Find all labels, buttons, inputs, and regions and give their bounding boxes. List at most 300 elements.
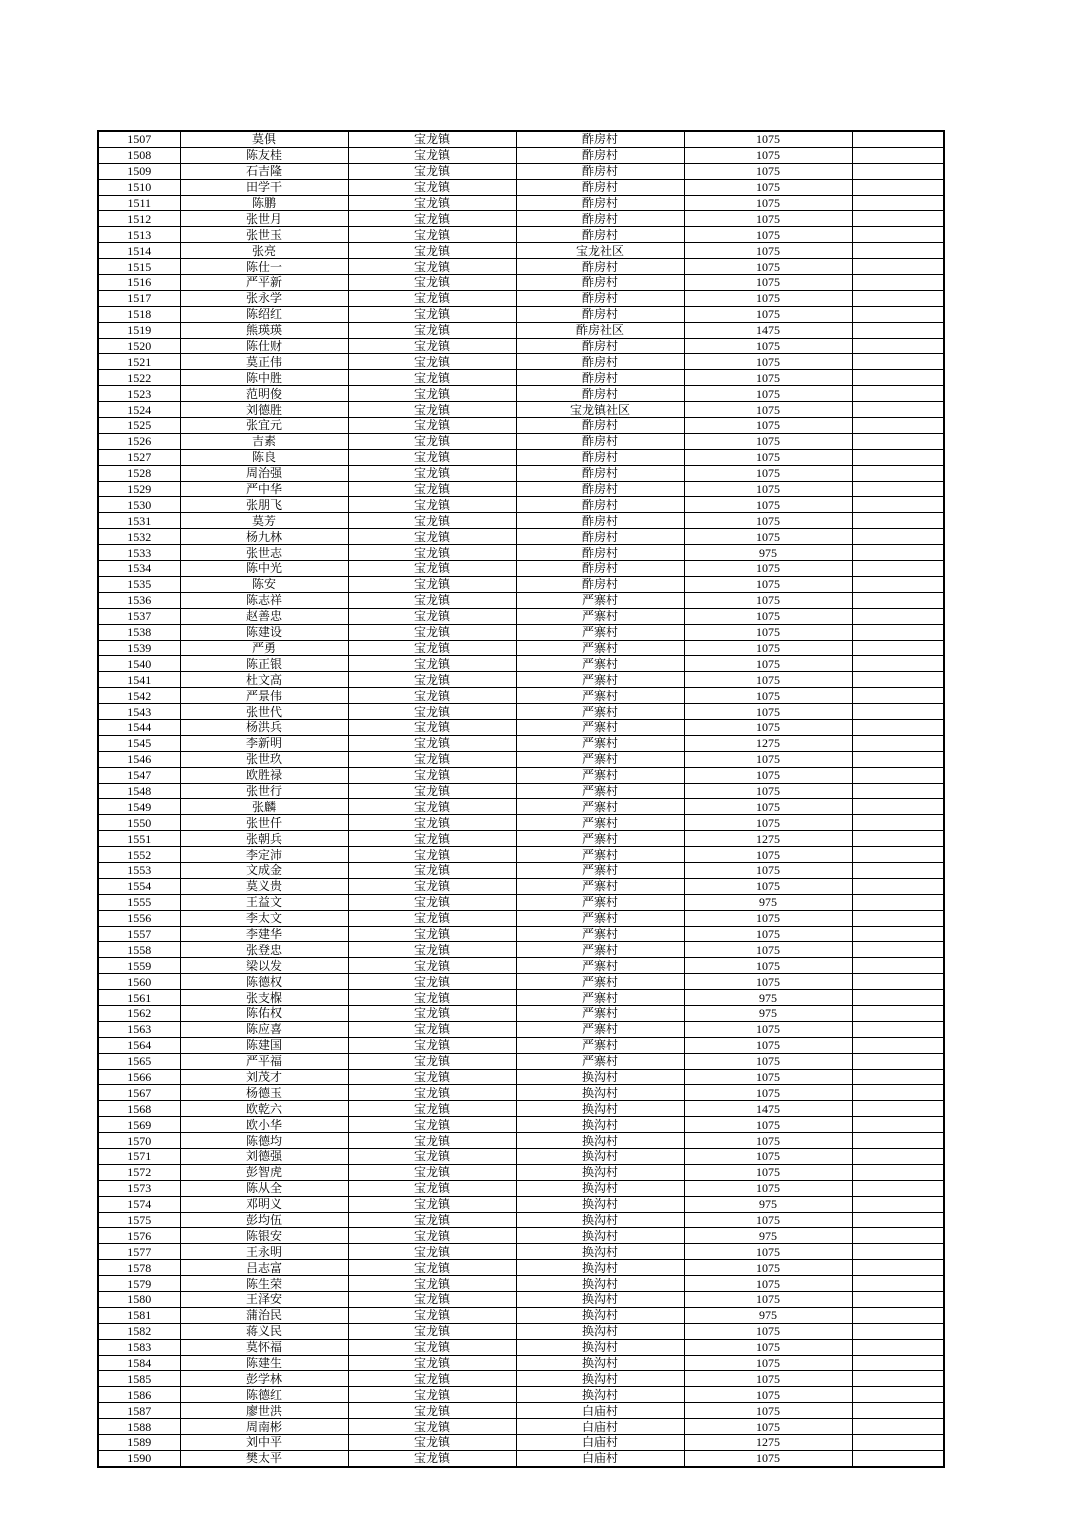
amount-cell: 1075: [684, 783, 852, 799]
table-row: [98, 1323, 944, 1339]
town-cell: 宝龙镇: [348, 1435, 516, 1451]
remark-cell: [852, 370, 944, 386]
amount-cell: 1075: [684, 688, 852, 704]
remark-cell: [852, 1228, 944, 1244]
village-cell: 换沟村: [516, 1180, 684, 1196]
name-cell: 陈生荣: [180, 1276, 348, 1292]
table-row: [98, 783, 944, 799]
name-cell: 严勇: [180, 640, 348, 656]
index-cell: 1512: [98, 211, 180, 227]
remark-cell: [852, 1133, 944, 1149]
name-cell: 严平福: [180, 1053, 348, 1069]
amount-cell: 1075: [684, 211, 852, 227]
remark-cell: [852, 545, 944, 561]
table-row: [98, 497, 944, 513]
town-cell: 宝龙镇: [348, 354, 516, 370]
table-row: [98, 1053, 944, 1069]
remark-cell: [852, 1292, 944, 1308]
table-row: [98, 513, 944, 529]
index-cell: 1527: [98, 449, 180, 465]
remark-cell: [852, 672, 944, 688]
index-cell: 1563: [98, 1021, 180, 1037]
name-cell: 陈仕一: [180, 259, 348, 275]
amount-cell: 1075: [684, 592, 852, 608]
name-cell: 杨九林: [180, 529, 348, 545]
table-row: [98, 767, 944, 783]
village-cell: 白庙村: [516, 1435, 684, 1451]
town-cell: 宝龙镇: [348, 1069, 516, 1085]
remark-cell: [852, 290, 944, 306]
village-cell: 严寨村: [516, 926, 684, 942]
amount-cell: 1475: [684, 322, 852, 338]
amount-cell: 1075: [684, 608, 852, 624]
village-cell: 严寨村: [516, 592, 684, 608]
index-cell: 1585: [98, 1371, 180, 1387]
table-row: [98, 704, 944, 720]
village-cell: 严寨村: [516, 894, 684, 910]
name-cell: 张宜元: [180, 418, 348, 434]
name-cell: 熊瑛瑛: [180, 322, 348, 338]
index-cell: 1507: [98, 131, 180, 147]
index-cell: 1511: [98, 195, 180, 211]
town-cell: 宝龙镇: [348, 672, 516, 688]
table-row: [98, 1180, 944, 1196]
name-cell: 李新明: [180, 735, 348, 751]
town-cell: 宝龙镇: [348, 1212, 516, 1228]
amount-cell: 1075: [684, 147, 852, 163]
town-cell: 宝龙镇: [348, 259, 516, 275]
name-cell: 彭学林: [180, 1371, 348, 1387]
town-cell: 宝龙镇: [348, 513, 516, 529]
remark-cell: [852, 529, 944, 545]
table-row: [98, 1164, 944, 1180]
village-cell: 严寨村: [516, 847, 684, 863]
amount-cell: 1075: [684, 433, 852, 449]
amount-cell: 1075: [684, 529, 852, 545]
index-cell: 1579: [98, 1276, 180, 1292]
name-cell: 陈友桂: [180, 147, 348, 163]
village-cell: 换沟村: [516, 1387, 684, 1403]
town-cell: 宝龙镇: [348, 719, 516, 735]
table-row: [98, 735, 944, 751]
amount-cell: 1075: [684, 862, 852, 878]
amount-cell: 1075: [684, 418, 852, 434]
index-cell: 1569: [98, 1117, 180, 1133]
town-cell: 宝龙镇: [348, 910, 516, 926]
remark-cell: [852, 259, 944, 275]
village-cell: 酢房村: [516, 227, 684, 243]
village-cell: 换沟村: [516, 1212, 684, 1228]
remark-cell: [852, 783, 944, 799]
name-cell: 陈绍红: [180, 306, 348, 322]
village-cell: 酢房村: [516, 433, 684, 449]
remark-cell: [852, 1196, 944, 1212]
remark-cell: [852, 227, 944, 243]
remark-cell: [852, 608, 944, 624]
index-cell: 1589: [98, 1435, 180, 1451]
name-cell: 刘德强: [180, 1149, 348, 1165]
town-cell: 宝龙镇: [348, 386, 516, 402]
table-row: [98, 1339, 944, 1355]
amount-cell: 1075: [684, 465, 852, 481]
index-cell: 1531: [98, 513, 180, 529]
amount-cell: 1075: [684, 1133, 852, 1149]
table-body: [98, 131, 944, 1467]
amount-cell: 1075: [684, 751, 852, 767]
amount-cell: 1075: [684, 576, 852, 592]
town-cell: 宝龙镇: [348, 1021, 516, 1037]
table-row: [98, 608, 944, 624]
remark-cell: [852, 878, 944, 894]
amount-cell: 1075: [684, 227, 852, 243]
village-cell: 严寨村: [516, 640, 684, 656]
name-cell: 莫芳: [180, 513, 348, 529]
remark-cell: [852, 576, 944, 592]
table-row: [98, 322, 944, 338]
amount-cell: 1075: [684, 1387, 852, 1403]
remark-cell: [852, 751, 944, 767]
remark-cell: [852, 1005, 944, 1021]
village-cell: 酢房村: [516, 163, 684, 179]
table-row: [98, 131, 944, 147]
amount-cell: 1075: [684, 275, 852, 291]
table-row: [98, 1228, 944, 1244]
amount-cell: 1075: [684, 1450, 852, 1466]
village-cell: 酢房村: [516, 211, 684, 227]
remark-cell: [852, 1053, 944, 1069]
village-cell: 酢房村: [516, 338, 684, 354]
table-row: [98, 1355, 944, 1371]
remark-cell: [852, 1037, 944, 1053]
index-cell: 1533: [98, 545, 180, 561]
table-row: [98, 179, 944, 195]
town-cell: 宝龙镇: [348, 862, 516, 878]
table-row: [98, 449, 944, 465]
village-cell: 酢房村: [516, 195, 684, 211]
index-cell: 1575: [98, 1212, 180, 1228]
index-cell: 1523: [98, 386, 180, 402]
amount-cell: 1075: [684, 1403, 852, 1419]
index-cell: 1520: [98, 338, 180, 354]
amount-cell: 1075: [684, 1323, 852, 1339]
town-cell: 宝龙镇: [348, 783, 516, 799]
town-cell: 宝龙镇: [348, 1307, 516, 1323]
amount-cell: 975: [684, 894, 852, 910]
amount-cell: 1075: [684, 1021, 852, 1037]
remark-cell: [852, 815, 944, 831]
village-cell: 酢房村: [516, 147, 684, 163]
name-cell: 莫义贵: [180, 878, 348, 894]
town-cell: 宝龙镇: [348, 131, 516, 147]
remark-cell: [852, 1149, 944, 1165]
amount-cell: 1075: [684, 402, 852, 418]
table-row: [98, 847, 944, 863]
table-row: [98, 402, 944, 418]
remark-cell: [852, 831, 944, 847]
name-cell: 周南彬: [180, 1419, 348, 1435]
town-cell: 宝龙镇: [348, 751, 516, 767]
town-cell: 宝龙镇: [348, 179, 516, 195]
table-row: [98, 147, 944, 163]
table-row: [98, 1435, 944, 1451]
table-row: [98, 433, 944, 449]
name-cell: 李建华: [180, 926, 348, 942]
village-cell: 严寨村: [516, 608, 684, 624]
village-cell: 严寨村: [516, 1005, 684, 1021]
amount-cell: 1075: [684, 513, 852, 529]
table-row: [98, 719, 944, 735]
amount-cell: 1075: [684, 481, 852, 497]
remark-cell: [852, 656, 944, 672]
index-cell: 1565: [98, 1053, 180, 1069]
town-cell: 宝龙镇: [348, 147, 516, 163]
remark-cell: [852, 990, 944, 1006]
amount-cell: 1075: [684, 640, 852, 656]
index-cell: 1519: [98, 322, 180, 338]
table-row: [98, 640, 944, 656]
town-cell: 宝龙镇: [348, 1371, 516, 1387]
index-cell: 1526: [98, 433, 180, 449]
table-row: [98, 481, 944, 497]
index-cell: 1543: [98, 704, 180, 720]
name-cell: 范明俊: [180, 386, 348, 402]
amount-cell: 1075: [684, 195, 852, 211]
remark-cell: [852, 735, 944, 751]
remark-cell: [852, 1117, 944, 1133]
index-cell: 1524: [98, 402, 180, 418]
index-cell: 1584: [98, 1355, 180, 1371]
name-cell: 王泽安: [180, 1292, 348, 1308]
remark-cell: [852, 942, 944, 958]
amount-cell: 975: [684, 1307, 852, 1323]
name-cell: 蒲治民: [180, 1307, 348, 1323]
table-row: [98, 1069, 944, 1085]
index-cell: 1508: [98, 147, 180, 163]
amount-cell: 1075: [684, 1053, 852, 1069]
village-cell: 严寨村: [516, 831, 684, 847]
village-cell: 严寨村: [516, 656, 684, 672]
name-cell: 陈银安: [180, 1228, 348, 1244]
index-cell: 1560: [98, 974, 180, 990]
name-cell: 张朋飞: [180, 497, 348, 513]
name-cell: 欧乾六: [180, 1101, 348, 1117]
remark-cell: [852, 958, 944, 974]
table-row: [98, 1101, 944, 1117]
town-cell: 宝龙镇: [348, 640, 516, 656]
amount-cell: 1075: [684, 767, 852, 783]
village-cell: 酢房村: [516, 386, 684, 402]
index-cell: 1562: [98, 1005, 180, 1021]
amount-cell: 1075: [684, 974, 852, 990]
table-row: [98, 529, 944, 545]
index-cell: 1582: [98, 1323, 180, 1339]
remark-cell: [852, 243, 944, 259]
remark-cell: [852, 688, 944, 704]
remark-cell: [852, 894, 944, 910]
name-cell: 陈建设: [180, 624, 348, 640]
index-cell: 1561: [98, 990, 180, 1006]
village-cell: 白庙村: [516, 1450, 684, 1466]
town-cell: 宝龙镇: [348, 704, 516, 720]
town-cell: 宝龙镇: [348, 576, 516, 592]
remark-cell: [852, 862, 944, 878]
village-cell: 换沟村: [516, 1164, 684, 1180]
town-cell: 宝龙镇: [348, 561, 516, 577]
village-cell: 酢房村: [516, 290, 684, 306]
name-cell: 陈从全: [180, 1180, 348, 1196]
village-cell: 严寨村: [516, 1037, 684, 1053]
index-cell: 1588: [98, 1419, 180, 1435]
amount-cell: 1075: [684, 306, 852, 322]
village-cell: 严寨村: [516, 1021, 684, 1037]
town-cell: 宝龙镇: [348, 275, 516, 291]
village-cell: 严寨村: [516, 910, 684, 926]
remark-cell: [852, 449, 944, 465]
table-row: [98, 1212, 944, 1228]
village-cell: 酢房村: [516, 465, 684, 481]
index-cell: 1530: [98, 497, 180, 513]
index-cell: 1542: [98, 688, 180, 704]
name-cell: 陈佑权: [180, 1005, 348, 1021]
amount-cell: 1075: [684, 243, 852, 259]
name-cell: 廖世洪: [180, 1403, 348, 1419]
name-cell: 莫俱: [180, 131, 348, 147]
table-row: [98, 656, 944, 672]
town-cell: 宝龙镇: [348, 418, 516, 434]
table-row: [98, 926, 944, 942]
name-cell: 张世行: [180, 783, 348, 799]
name-cell: 田学干: [180, 179, 348, 195]
town-cell: 宝龙镇: [348, 926, 516, 942]
amount-cell: 1075: [684, 449, 852, 465]
village-cell: 换沟村: [516, 1228, 684, 1244]
name-cell: 刘茂才: [180, 1069, 348, 1085]
town-cell: 宝龙镇: [348, 211, 516, 227]
town-cell: 宝龙镇: [348, 894, 516, 910]
village-cell: 严寨村: [516, 990, 684, 1006]
table-row: [98, 990, 944, 1006]
town-cell: 宝龙镇: [348, 529, 516, 545]
index-cell: 1548: [98, 783, 180, 799]
index-cell: 1510: [98, 179, 180, 195]
remark-cell: [852, 910, 944, 926]
remark-cell: [852, 402, 944, 418]
remark-cell: [852, 1450, 944, 1466]
index-cell: 1577: [98, 1244, 180, 1260]
town-cell: 宝龙镇: [348, 1196, 516, 1212]
remark-cell: [852, 1339, 944, 1355]
village-cell: 换沟村: [516, 1069, 684, 1085]
index-cell: 1513: [98, 227, 180, 243]
name-cell: 张亮: [180, 243, 348, 259]
village-cell: 严寨村: [516, 815, 684, 831]
index-cell: 1522: [98, 370, 180, 386]
village-cell: 严寨村: [516, 624, 684, 640]
remark-cell: [852, 163, 944, 179]
table-row: [98, 465, 944, 481]
index-cell: 1536: [98, 592, 180, 608]
index-cell: 1583: [98, 1339, 180, 1355]
index-cell: 1559: [98, 958, 180, 974]
amount-cell: 1075: [684, 910, 852, 926]
village-cell: 酢房村: [516, 497, 684, 513]
index-cell: 1568: [98, 1101, 180, 1117]
index-cell: 1535: [98, 576, 180, 592]
index-cell: 1574: [98, 1196, 180, 1212]
amount-cell: 1075: [684, 386, 852, 402]
index-cell: 1556: [98, 910, 180, 926]
town-cell: 宝龙镇: [348, 1260, 516, 1276]
remark-cell: [852, 719, 944, 735]
name-cell: 赵善忠: [180, 608, 348, 624]
remark-cell: [852, 1085, 944, 1101]
remark-cell: [852, 1212, 944, 1228]
table-row: [98, 306, 944, 322]
index-cell: 1544: [98, 719, 180, 735]
amount-cell: 1075: [684, 847, 852, 863]
table-row: [98, 831, 944, 847]
name-cell: 陈仕财: [180, 338, 348, 354]
name-cell: 陈建国: [180, 1037, 348, 1053]
village-cell: 严寨村: [516, 688, 684, 704]
index-cell: 1529: [98, 481, 180, 497]
village-cell: 酢房村: [516, 354, 684, 370]
index-cell: 1590: [98, 1450, 180, 1466]
town-cell: 宝龙镇: [348, 624, 516, 640]
remark-cell: [852, 1101, 944, 1117]
village-cell: 酢房村: [516, 179, 684, 195]
amount-cell: 1075: [684, 958, 852, 974]
town-cell: 宝龙镇: [348, 1053, 516, 1069]
village-cell: 酢房村: [516, 370, 684, 386]
town-cell: 宝龙镇: [348, 545, 516, 561]
amount-cell: 1075: [684, 1037, 852, 1053]
village-cell: 白庙村: [516, 1419, 684, 1435]
town-cell: 宝龙镇: [348, 958, 516, 974]
town-cell: 宝龙镇: [348, 290, 516, 306]
town-cell: 宝龙镇: [348, 163, 516, 179]
index-cell: 1555: [98, 894, 180, 910]
amount-cell: 1075: [684, 1419, 852, 1435]
remark-cell: [852, 1164, 944, 1180]
remark-cell: [852, 465, 944, 481]
amount-cell: 1075: [684, 1212, 852, 1228]
table-row: [98, 751, 944, 767]
remark-cell: [852, 1435, 944, 1451]
amount-cell: 1075: [684, 878, 852, 894]
name-cell: 李定沛: [180, 847, 348, 863]
name-cell: 周治强: [180, 465, 348, 481]
village-cell: 酢房村: [516, 529, 684, 545]
town-cell: 宝龙镇: [348, 1180, 516, 1196]
name-cell: 莫怀福: [180, 1339, 348, 1355]
remark-cell: [852, 974, 944, 990]
town-cell: 宝龙镇: [348, 1450, 516, 1466]
table-row: [98, 259, 944, 275]
remark-cell: [852, 799, 944, 815]
village-cell: 宝龙镇社区: [516, 402, 684, 418]
remark-cell: [852, 306, 944, 322]
town-cell: 宝龙镇: [348, 497, 516, 513]
amount-cell: 1075: [684, 1371, 852, 1387]
remark-cell: [852, 433, 944, 449]
remark-cell: [852, 847, 944, 863]
town-cell: 宝龙镇: [348, 688, 516, 704]
remark-cell: [852, 1244, 944, 1260]
index-cell: 1546: [98, 751, 180, 767]
index-cell: 1525: [98, 418, 180, 434]
index-cell: 1509: [98, 163, 180, 179]
